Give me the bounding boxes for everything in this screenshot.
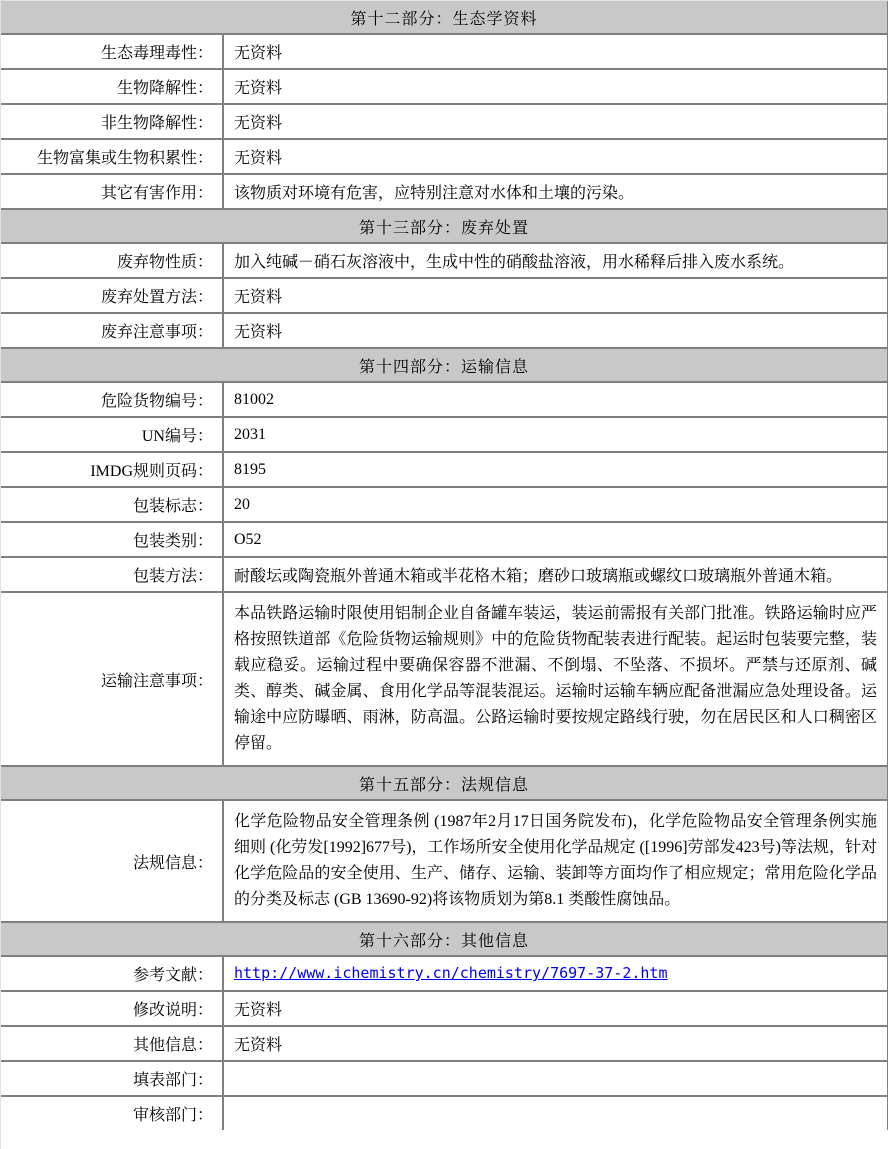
table-row: [1, 139, 888, 174]
row-value: 无资料: [223, 34, 888, 69]
table-row: [1, 991, 888, 1026]
row-label: 法规信息：: [1, 800, 223, 922]
table-row: [1, 174, 888, 209]
row-value: 无资料: [223, 991, 888, 1026]
section-header-row: [1, 922, 888, 956]
table-row: [1, 34, 888, 69]
row-label: 废弃注意事项：: [1, 313, 223, 348]
section-header-row: [1, 1, 888, 34]
row-value: 无资料: [223, 313, 888, 348]
section-header-row: [1, 209, 888, 243]
table-row: [1, 313, 888, 348]
table-row: [1, 557, 888, 592]
row-value: [223, 1096, 888, 1130]
row-label: IMDG规则页码：: [1, 452, 223, 487]
section-title-15: 第十五部分：法规信息: [1, 766, 888, 800]
table-row: [1, 1061, 888, 1096]
row-value: 2031: [223, 417, 888, 452]
row-label: 危险货物编号：: [1, 382, 223, 417]
table-row: [1, 452, 888, 487]
row-value: 加入纯碱－硝石灰溶液中，生成中性的硝酸盐溶液，用水稀释后排入废水系统。: [223, 243, 888, 278]
row-label: 填表部门：: [1, 1061, 223, 1096]
row-label: 审核部门：: [1, 1096, 223, 1130]
row-label: 生物降解性：: [1, 69, 223, 104]
row-value: [223, 1061, 888, 1096]
row-value: 本品铁路运输时限使用铝制企业自备罐车装运，装运前需报有关部门批准。铁路运输时应严格按照铁道部《危险货物运输规则》中的危险货物配装表进行配装。起运时包装要完整，装载应稳妥。运输过程中要确保容器不泄漏、不倒塌、不坠落、不损坏。严禁与还原剂、碱类、醇类、碱金属、食用化学品等混装混运。运输时运输车辆应配备泄漏应急处理设备。运输途中应防曝晒、雨淋，防高温。公路运输时要按规定路线行驶，勿在居民区和人口稠密区停留。: [223, 592, 888, 766]
msds-table: [1, 1, 888, 1130]
row-value: 无资料: [223, 139, 888, 174]
row-value: [223, 956, 888, 991]
section-title-13: 第十三部分：废弃处置: [1, 209, 888, 243]
row-label: UN编号：: [1, 417, 223, 452]
table-row: [1, 592, 888, 766]
table-row: [1, 243, 888, 278]
row-label: 修改说明：: [1, 991, 223, 1026]
table-row: [1, 1096, 888, 1130]
table-row: [1, 417, 888, 452]
table-row: [1, 104, 888, 139]
row-label: 参考文献：: [1, 956, 223, 991]
row-label: 包装方法：: [1, 557, 223, 592]
row-label: 非生物降解性：: [1, 104, 223, 139]
section-title-14: 第十四部分：运输信息: [1, 348, 888, 382]
row-label: 废弃物性质：: [1, 243, 223, 278]
table-row: [1, 382, 888, 417]
row-value: 8195: [223, 452, 888, 487]
row-label: 其它有害作用：: [1, 174, 223, 209]
row-label: 包装类别：: [1, 522, 223, 557]
table-row: [1, 1026, 888, 1061]
row-value: 无资料: [223, 1026, 888, 1061]
row-value: 化学危险物品安全管理条例 (1987年2月17日国务院发布)，化学危险物品安全管理条例实施细则 (化劳发[1992]677号)，工作场所安全使用化学品规定 ([1996]劳部发423号)等法规，针对化学危险品的安全使用、生产、储存、运输、装卸等方面均作了相应规定；常用危险化学品的分类及标志 (GB 13690-92)将该物质划为第8.1 类酸性腐蚀品。: [223, 800, 888, 922]
table-row: [1, 956, 888, 991]
table-row: [1, 278, 888, 313]
row-value: 无资料: [223, 278, 888, 313]
row-value: O52: [223, 522, 888, 557]
row-value: 无资料: [223, 104, 888, 139]
row-label: 废弃处置方法：: [1, 278, 223, 313]
row-label: 包装标志：: [1, 487, 223, 522]
row-value: 20: [223, 487, 888, 522]
section-header-row: [1, 348, 888, 382]
section-title-12: 第十二部分：生态学资料: [1, 1, 888, 34]
table-row: [1, 800, 888, 922]
section-title-16: 第十六部分：其他信息: [1, 922, 888, 956]
table-row: [1, 487, 888, 522]
section-header-row: [1, 766, 888, 800]
row-label: 生物富集或生物积累性：: [1, 139, 223, 174]
row-label: 生态毒理毒性：: [1, 34, 223, 69]
row-value: 耐酸坛或陶瓷瓶外普通木箱或半花格木箱；磨砂口玻璃瓶或螺纹口玻璃瓶外普通木箱。: [223, 557, 888, 592]
row-value: 无资料: [223, 69, 888, 104]
row-label: 运输注意事项：: [1, 592, 223, 766]
row-value: 该物质对环境有危害，应特别注意对水体和土壤的污染。: [223, 174, 888, 209]
reference-link[interactable]: http://www.ichemistry.cn/chemistry/7697-37-2.htm: [234, 964, 668, 982]
row-value: 81002: [223, 382, 888, 417]
row-label: 其他信息：: [1, 1026, 223, 1061]
table-row: [1, 522, 888, 557]
table-row: [1, 69, 888, 104]
